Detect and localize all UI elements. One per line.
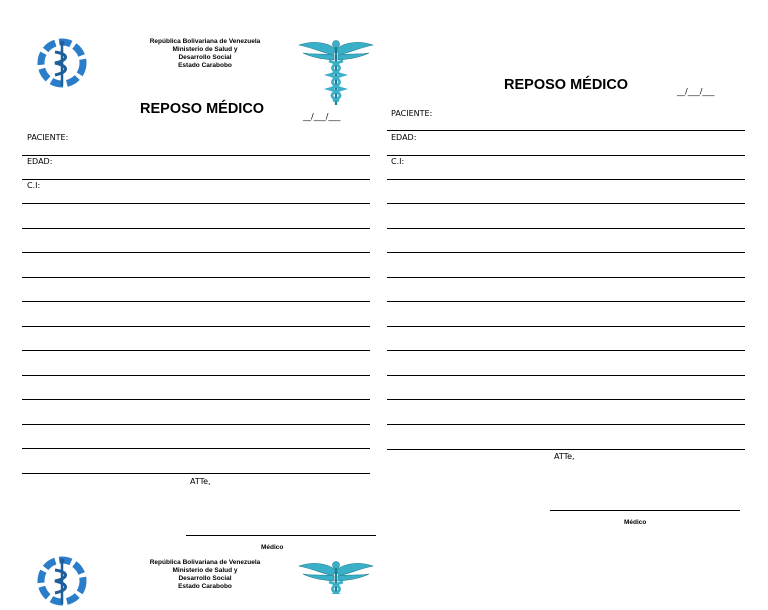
- header-line-4: Estado Carabobo: [178, 62, 232, 69]
- writing-line[interactable]: [387, 350, 745, 351]
- header-line-3: Desarrollo Social: [178, 575, 232, 582]
- medico-label: Médico: [624, 519, 647, 526]
- writing-line[interactable]: [22, 473, 370, 474]
- writing-line[interactable]: [22, 326, 370, 327]
- writing-line[interactable]: [22, 252, 370, 253]
- writing-line[interactable]: [387, 326, 745, 327]
- date-field[interactable]: __/___/___: [303, 112, 341, 121]
- header-line-1: República Bolivariana de Venezuela: [149, 559, 261, 566]
- writing-line[interactable]: [22, 301, 370, 302]
- header-text: [130, 38, 280, 70]
- writing-line[interactable]: [387, 399, 745, 400]
- edad-label: EDAD:: [391, 133, 417, 142]
- medical-institution-logo-icon: [33, 34, 91, 92]
- caduceus-icon: [297, 556, 375, 594]
- writing-line[interactable]: [387, 203, 745, 204]
- writing-line[interactable]: [387, 301, 745, 302]
- form-title: REPOSO MÉDICO: [140, 101, 265, 117]
- writing-line[interactable]: [22, 350, 370, 351]
- atte-text: ATTe,: [554, 452, 575, 461]
- paciente-label: PACIENTE:: [27, 133, 69, 142]
- paciente-label: PACIENTE:: [391, 109, 433, 118]
- writing-line[interactable]: [387, 449, 745, 450]
- header-line-4: Estado Carabobo: [178, 583, 232, 590]
- caduceus-icon: [297, 35, 375, 107]
- header-line-2: Ministerio de Salud y: [172, 567, 238, 574]
- writing-line[interactable]: [387, 277, 745, 278]
- header-line-3: Desarrollo Social: [178, 54, 232, 61]
- writing-line[interactable]: [22, 448, 370, 449]
- edad-line[interactable]: [387, 155, 745, 156]
- writing-line[interactable]: [22, 203, 370, 204]
- header-text: [130, 559, 280, 591]
- writing-line[interactable]: [22, 424, 370, 425]
- writing-line[interactable]: [22, 277, 370, 278]
- writing-line[interactable]: [387, 179, 745, 180]
- writing-line[interactable]: [387, 424, 745, 425]
- header-line-1: República Bolivariana de Venezuela: [149, 38, 261, 45]
- writing-line[interactable]: [387, 375, 745, 376]
- header-line-2: Ministerio de Salud y: [172, 46, 238, 53]
- ci-label: C.I:: [391, 157, 405, 166]
- medico-label: Médico: [261, 544, 284, 551]
- date-field[interactable]: __/___/___: [677, 87, 715, 96]
- writing-line[interactable]: [387, 228, 745, 229]
- signature-line[interactable]: [550, 510, 740, 511]
- edad-line[interactable]: [22, 179, 370, 180]
- writing-line[interactable]: [22, 375, 370, 376]
- medical-institution-logo-icon: [33, 552, 91, 610]
- writing-line[interactable]: [22, 228, 370, 229]
- paciente-line[interactable]: [387, 130, 745, 131]
- form-title: REPOSO MÉDICO: [504, 77, 629, 93]
- writing-line[interactable]: [387, 252, 745, 253]
- edad-label: EDAD:: [27, 157, 53, 166]
- signature-line[interactable]: [186, 535, 376, 536]
- writing-line[interactable]: [22, 399, 370, 400]
- atte-text: ATTe,: [190, 477, 211, 486]
- ci-label: C.I:: [27, 181, 41, 190]
- paciente-line[interactable]: [22, 155, 370, 156]
